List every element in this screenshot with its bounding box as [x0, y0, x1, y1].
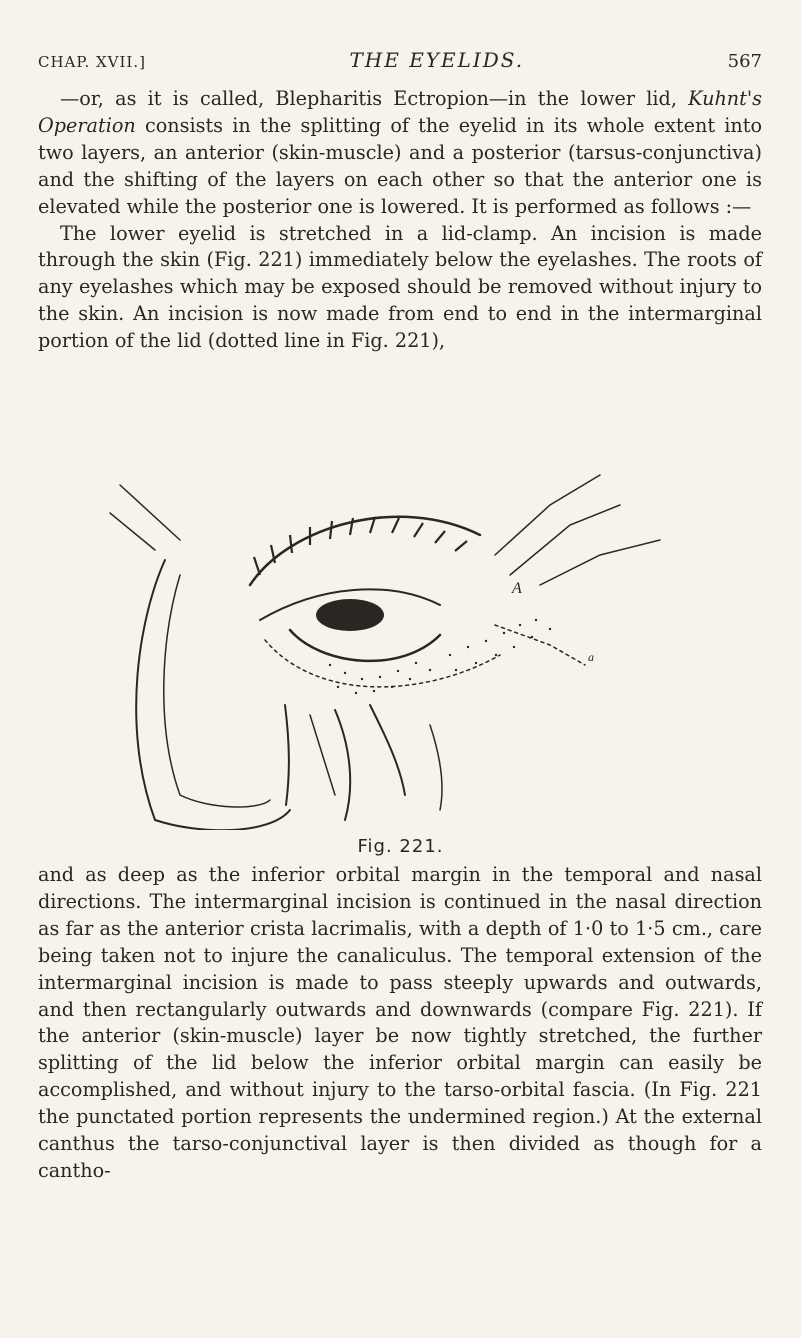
pupil-area [316, 599, 384, 631]
upper-left-line [120, 485, 180, 540]
lid-clamp-inner [164, 575, 270, 807]
operation-name: Kuhnt's Operation [38, 87, 762, 137]
temporal-incision-4 [495, 625, 585, 665]
lid-clamp-outline [136, 560, 290, 830]
intro-text: —or, as it is called, Blepharitis Ectropion—in the lower lid, [60, 87, 689, 110]
paragraph-intro [38, 86, 762, 355]
clamp-arm-left [285, 705, 289, 805]
label-a: A [512, 580, 522, 597]
clamp-arm-near-right [310, 715, 335, 795]
temporal-incision-3 [540, 540, 660, 585]
chapter-label: CHAP. XVII.] [38, 53, 146, 71]
intro-rest: consists in the splitting of the eyelid in its whole extent into two layers, an anterior (skin-muscle) and a posterior (tarsus-conjunctiva) and the shifting of the layers on each other so that the anterior one is elevated while the posterior one is lowered. It is performed as follows :— [38, 113, 762, 218]
upper-left-line-2 [110, 513, 155, 550]
label-a2: a [588, 650, 594, 664]
clamp-arm-right [370, 705, 405, 795]
eyeball-curve [290, 630, 440, 661]
clamp-arm-far-right [430, 725, 442, 810]
eyelid-figure-221 [100, 465, 680, 830]
figure-caption: Fig. 221. [357, 836, 444, 857]
paragraph-continuation: and as deep as the inferior orbital margin in the temporal and nasal directions. The intermarginal incision is continued in the nasal direction as far as the anterior crista lacrimalis, with a depth of 1·0 to 1·5 cm., care being taken not to injure the canaliculus. The temporal extension of the intermarginal incision is made to pass steeply upwards and outwards, and then rectangularly outwards and downwards (compare Fig. 221). If the anterior (skin-muscle) layer be now tightly stretched, the further splitting of the lid below the inferior orbital margin can easily be accomplished, and without injury to the tarso-orbital fascia. (In Fig. 221 the punctated portion represents the undermined region.) At the external canthus the tarso-conjunctival layer is then divided as though for a cantho- [38, 863, 762, 1182]
clamp-arm-center [335, 710, 350, 820]
eyelashes [254, 517, 467, 575]
eyelid-upper-curve [250, 517, 480, 585]
punctated-region [329, 619, 551, 694]
temporal-incision-2 [510, 505, 620, 575]
procedure-text: The lower eyelid is stretched in a lid-clamp. An incision is made through the skin (Fig. 221) immediately below the eyelashes. The roots of any eyelashes which may be exposed should be removed without injury to the skin. An incision is now made from end to end in the intermarginal portion of the lid (dotted line in Fig. 221), [38, 221, 762, 353]
incision-line [265, 640, 500, 687]
running-header [38, 48, 762, 78]
page-title: THE EYELIDS. [349, 48, 525, 72]
page-number: 567 [727, 51, 762, 72]
